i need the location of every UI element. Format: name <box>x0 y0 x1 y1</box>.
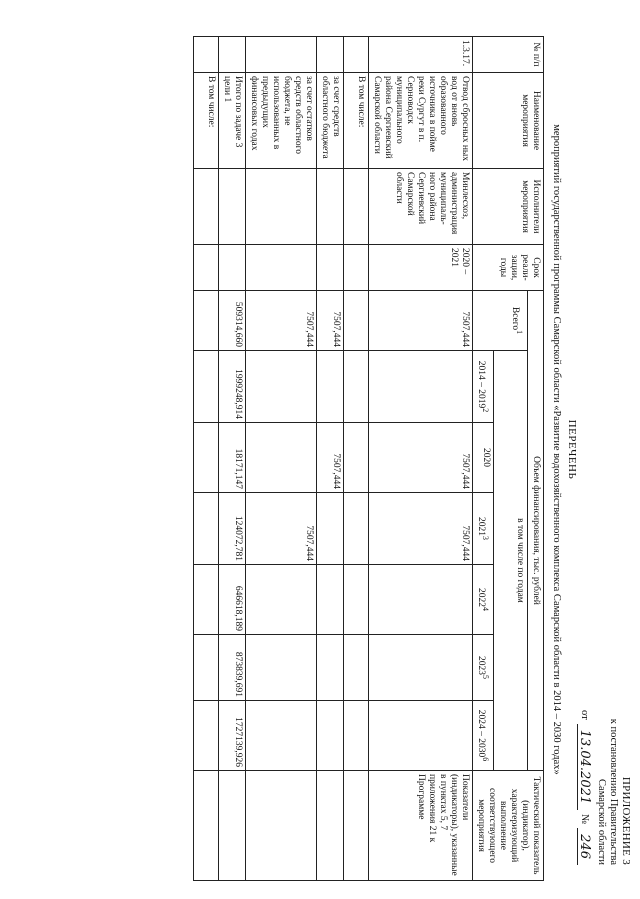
cell-num: 1.3.17. <box>369 37 473 73</box>
col-num-header: № п/п <box>473 37 544 73</box>
cell-executor <box>246 169 317 245</box>
cell-num <box>246 37 317 73</box>
table-row <box>369 37 473 881</box>
cell-executor <box>344 169 369 245</box>
cell-indicator <box>246 771 317 881</box>
measures-table <box>193 36 544 881</box>
cell-2022 <box>317 565 344 635</box>
cell-name: за счет остатков средств областного бюджета, не использованных в предыдущих финансовых годах <box>246 73 317 169</box>
cell-2021 <box>317 493 344 565</box>
cell-period: 2020 – 2021 <box>369 245 473 291</box>
cell-2021: 124072,781 <box>219 493 246 565</box>
cell-total: 7507,444 <box>317 291 344 351</box>
cell-2023 <box>246 635 317 701</box>
cell-total: 509314,660 <box>219 291 246 351</box>
cell-total <box>194 291 219 351</box>
cell-2020: 7507,444 <box>369 423 473 493</box>
col-2024-header: 2024 – 2030$^6$ <box>473 701 494 771</box>
col-2020-header: 2020 <box>473 423 494 493</box>
cell-2020 <box>194 423 219 493</box>
cell-num <box>194 37 219 73</box>
cell-2021 <box>194 493 219 565</box>
cell-indicator: Показатели (индикаторы), указанные в пунктах 5, 7 приложения 21 к Программе <box>369 771 473 881</box>
cell-2014 <box>369 351 473 423</box>
cell-2014 <box>344 351 369 423</box>
col-2021-header: 2021$^3$ <box>473 493 494 565</box>
cell-num <box>219 37 246 73</box>
cell-2022 <box>369 565 473 635</box>
cell-2024 <box>246 701 317 771</box>
cell-executor <box>194 169 219 245</box>
document-title: ПЕРЕЧЕНЬ <box>566 419 578 480</box>
handwritten-number: 246 <box>577 828 591 865</box>
cell-indicator <box>219 771 246 881</box>
cell-2014 <box>246 351 317 423</box>
handwritten-date: 13.04.2021 <box>577 724 591 810</box>
cell-2024 <box>369 701 473 771</box>
cell-2024 <box>194 701 219 771</box>
cell-2023 <box>344 635 369 701</box>
cell-num <box>344 37 369 73</box>
header-row-1 <box>528 37 544 881</box>
cell-2020: 18171,147 <box>219 423 246 493</box>
cell-2023 <box>194 635 219 701</box>
number-prefix: № <box>579 814 591 825</box>
col-total-header: Всего$^1$ <box>473 291 528 351</box>
cell-2020 <box>344 423 369 493</box>
table-row <box>194 37 219 881</box>
table-row <box>344 37 369 881</box>
col-indicator-header: Тактический показатель (индикатор), характеризующий выполнение соответствующего мероприятия <box>473 771 544 881</box>
cell-2022 <box>194 565 219 635</box>
cell-2024 <box>344 701 369 771</box>
table-row <box>317 37 344 881</box>
cell-indicator <box>317 771 344 881</box>
cell-2014: 1999248,914 <box>219 351 246 423</box>
col-2023-header: 2023$^5$ <box>473 635 494 701</box>
cell-2021: 7507,444 <box>246 493 317 565</box>
cell-2014 <box>194 351 219 423</box>
by-years-group-header: в том числе по годам <box>494 351 528 771</box>
cell-period <box>246 245 317 291</box>
cell-2022 <box>246 565 317 635</box>
appendix-title: ПРИЛОЖЕНИЕ 3 <box>620 776 632 865</box>
cell-executor <box>317 169 344 245</box>
cell-num <box>317 37 344 73</box>
cell-2021: 7507,444 <box>369 493 473 565</box>
cell-name: В том числе: <box>344 73 369 169</box>
cell-2020 <box>246 423 317 493</box>
cell-name: за счет средств областного бюджета <box>317 73 344 169</box>
cell-2024: 1727139,926 <box>219 701 246 771</box>
appendix-date-line <box>577 685 591 865</box>
cell-total: 7507,444 <box>369 291 473 351</box>
cell-2023 <box>369 635 473 701</box>
document-subtitle: мероприятий государственной программы Самарской области «Развитие водохозяйственного комплекса Самарской области в 2014 – 2030 годах» <box>551 124 562 775</box>
cell-executor: Минлесхоз, администрация муниципаль-ного района Сергиевский Самарской области <box>369 169 473 245</box>
cell-name: Отвод сбросных ных вод от вновь образованного источника в пойме реки Сургут в п. Серноводск муниципального района Сергиевский Самарской области <box>369 73 473 169</box>
cell-name: В том числе: <box>194 73 219 169</box>
cell-2023 <box>317 635 344 701</box>
cell-period <box>317 245 344 291</box>
cell-2020: 7507,444 <box>317 423 344 493</box>
cell-2024 <box>317 701 344 771</box>
cell-2023: 873839,691 <box>219 635 246 701</box>
table-row <box>246 37 317 881</box>
appendix-line-2: Самарской области <box>596 779 607 865</box>
col-2022-header: 2022$^4$ <box>473 565 494 635</box>
appendix-block <box>577 685 632 865</box>
cell-2022 <box>344 565 369 635</box>
cell-period <box>194 245 219 291</box>
col-executor-header: Исполнители мероприятия <box>473 169 544 245</box>
cell-indicator <box>194 771 219 881</box>
col-period-header: Срок реали-зации, годы <box>473 245 544 291</box>
table-row-total <box>219 37 246 881</box>
funding-group-header: Объем финансирования, тыс. рублей <box>528 291 544 771</box>
cell-period <box>219 245 246 291</box>
date-prefix: от <box>579 710 591 720</box>
cell-period <box>344 245 369 291</box>
col-2014-header: 2014 – 2019$^2$ <box>473 351 494 423</box>
cell-2021 <box>344 493 369 565</box>
cell-total <box>344 291 369 351</box>
cell-executor <box>219 169 246 245</box>
col-name-header: Наименование мероприятия <box>473 73 544 169</box>
cell-name: Итого по задаче 3 цели 1 <box>219 73 246 169</box>
cell-total: 7507,444 <box>246 291 317 351</box>
cell-2014 <box>317 351 344 423</box>
cell-indicator <box>344 771 369 881</box>
cell-2022: 646618,189 <box>219 565 246 635</box>
appendix-line-1: к постановлению Правительства <box>608 718 620 865</box>
